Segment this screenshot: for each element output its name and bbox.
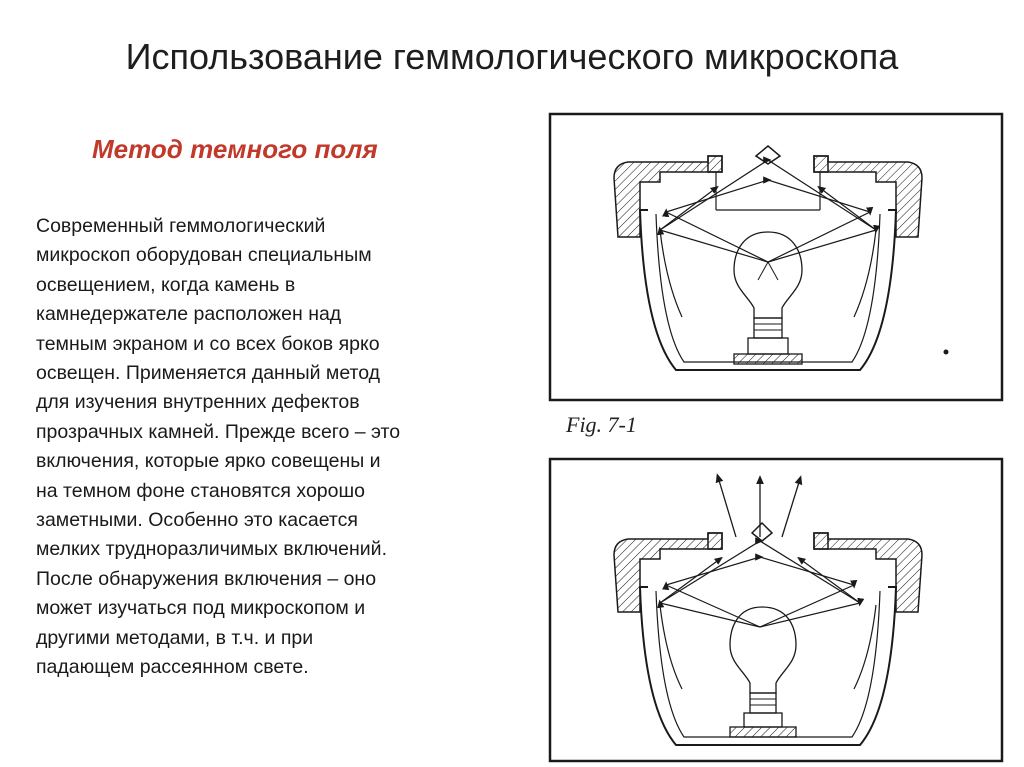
darkfield-diagram-bottom	[548, 457, 1004, 763]
body-line: может изучаться под микроскопом и	[36, 597, 366, 620]
body-line: мелких трудноразличимых включений.	[36, 538, 387, 561]
body-line: прозрачных камней. Прежде всего – это	[36, 420, 401, 443]
slide-title: Использование геммологического микроскопа	[125, 36, 899, 77]
body-line: падающем рассеянном свете.	[36, 656, 309, 679]
body-line: освещением, когда камень в	[36, 273, 296, 296]
darkfield-diagram-top	[548, 112, 1004, 402]
body-line: для изучения внутренних дефектов	[36, 391, 360, 414]
darkfield-diagram-bottom-drawing	[548, 457, 1004, 763]
body-line: включения, которые ярко совещены и	[36, 450, 381, 473]
body-line: на темном фоне становятся хорошо	[36, 479, 365, 502]
body-line: освещен. Применяется данный метод	[36, 362, 381, 385]
darkfield-diagram-top-drawing	[548, 112, 1004, 402]
body-line: Современный геммологический	[36, 215, 326, 237]
body-line: камнедержателе расположен над	[36, 303, 342, 326]
body-line: После обнаружения включения – оно	[36, 567, 377, 590]
body-line: темным экраном и со всех боков ярко	[36, 332, 380, 355]
body-line: другими методами, в т.ч. и при	[36, 626, 314, 649]
section-subtitle: Метод темного поля	[92, 134, 378, 164]
body-paragraph	[36, 212, 486, 683]
body-line: заметными. Особенно это касается	[36, 509, 358, 532]
figure-caption: Fig. 7-1	[566, 412, 637, 437]
body-line: микроскоп оборудован специальным	[36, 244, 372, 267]
